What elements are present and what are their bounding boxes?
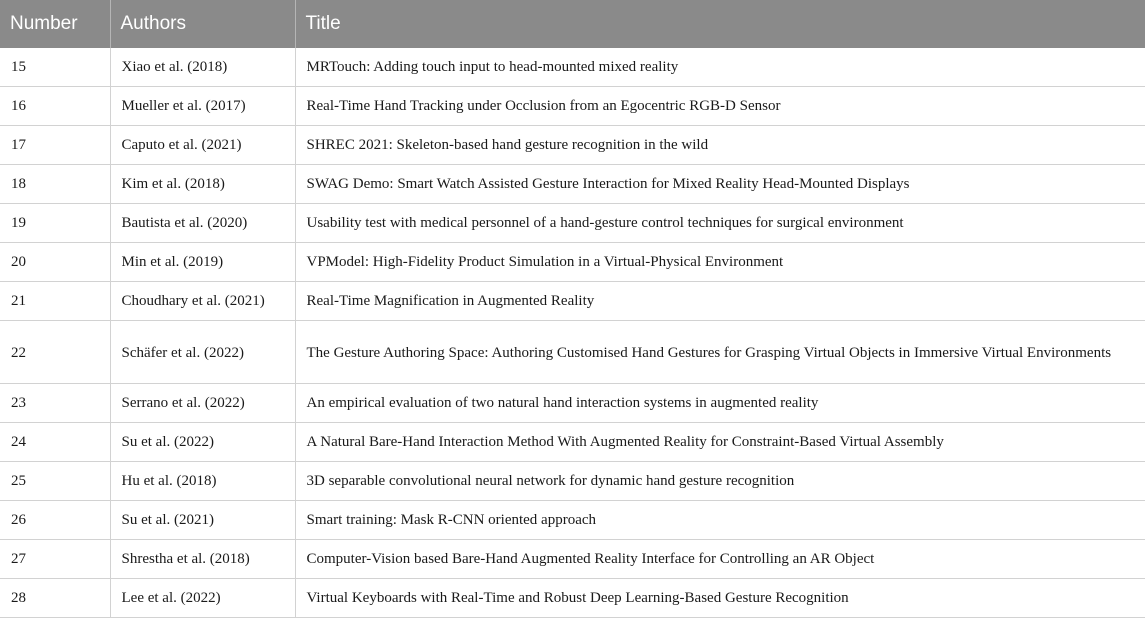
cell-title: An empirical evaluation of two natural hand interaction systems in augmented reality	[295, 384, 1145, 423]
header-authors: Authors	[110, 0, 295, 48]
cell-number: 16	[0, 87, 110, 126]
cell-number: 17	[0, 126, 110, 165]
table-header-row	[0, 0, 1145, 48]
cell-title: Computer-Vision based Bare-Hand Augmented Reality Interface for Controlling an AR Object	[295, 540, 1145, 579]
table-row	[0, 540, 1145, 579]
cell-title: Usability test with medical personnel of a hand-gesture control techniques for surgical environment	[295, 204, 1145, 243]
cell-number: 18	[0, 165, 110, 204]
header-title: Title	[295, 0, 1145, 48]
cell-authors: Bautista et al. (2020)	[110, 204, 295, 243]
cell-authors: Caputo et al. (2021)	[110, 126, 295, 165]
cell-title: SHREC 2021: Skeleton-based hand gesture recognition in the wild	[295, 126, 1145, 165]
cell-authors: Min et al. (2019)	[110, 243, 295, 282]
table-row	[0, 243, 1145, 282]
cell-title: MRTouch: Adding touch input to head-mounted mixed reality	[295, 48, 1145, 87]
table-row	[0, 165, 1145, 204]
cell-number: 23	[0, 384, 110, 423]
table-row	[0, 423, 1145, 462]
cell-title: Virtual Keyboards with Real-Time and Robust Deep Learning-Based Gesture Recognition	[295, 579, 1145, 618]
table-row	[0, 384, 1145, 423]
cell-number: 15	[0, 48, 110, 87]
cell-authors: Mueller et al. (2017)	[110, 87, 295, 126]
cell-authors: Serrano et al. (2022)	[110, 384, 295, 423]
table-row	[0, 126, 1145, 165]
cell-number: 19	[0, 204, 110, 243]
cell-title: The Gesture Authoring Space: Authoring Customised Hand Gestures for Grasping Virtual Objects in Immersive Virtual Environments	[295, 321, 1145, 384]
table-row	[0, 321, 1145, 384]
cell-authors: Kim et al. (2018)	[110, 165, 295, 204]
cell-title: SWAG Demo: Smart Watch Assisted Gesture Interaction for Mixed Reality Head-Mounted Displays	[295, 165, 1145, 204]
cell-number: 28	[0, 579, 110, 618]
cell-title: Real-Time Hand Tracking under Occlusion from an Egocentric RGB-D Sensor	[295, 87, 1145, 126]
cell-number: 27	[0, 540, 110, 579]
cell-title: Real-Time Magnification in Augmented Reality	[295, 282, 1145, 321]
cell-authors: Shrestha et al. (2018)	[110, 540, 295, 579]
cell-number: 21	[0, 282, 110, 321]
cell-number: 20	[0, 243, 110, 282]
table-row	[0, 48, 1145, 87]
cell-authors: Xiao et al. (2018)	[110, 48, 295, 87]
cell-number: 25	[0, 462, 110, 501]
cell-authors: Schäfer et al. (2022)	[110, 321, 295, 384]
cell-authors: Choudhary et al. (2021)	[110, 282, 295, 321]
cell-title: VPModel: High-Fidelity Product Simulation in a Virtual-Physical Environment	[295, 243, 1145, 282]
cell-number: 24	[0, 423, 110, 462]
table-row	[0, 579, 1145, 618]
table-row	[0, 87, 1145, 126]
cell-title: A Natural Bare-Hand Interaction Method With Augmented Reality for Constraint-Based Virtual Assembly	[295, 423, 1145, 462]
table-row	[0, 501, 1145, 540]
cell-authors: Su et al. (2022)	[110, 423, 295, 462]
cell-title: Smart training: Mask R-CNN oriented approach	[295, 501, 1145, 540]
table-row	[0, 204, 1145, 243]
cell-title: 3D separable convolutional neural network for dynamic hand gesture recognition	[295, 462, 1145, 501]
cell-number: 26	[0, 501, 110, 540]
table-row	[0, 462, 1145, 501]
cell-authors: Lee et al. (2022)	[110, 579, 295, 618]
table-row	[0, 282, 1145, 321]
header-number: Number	[0, 0, 110, 48]
cell-number: 22	[0, 321, 110, 384]
cell-authors: Hu et al. (2018)	[110, 462, 295, 501]
cell-authors: Su et al. (2021)	[110, 501, 295, 540]
